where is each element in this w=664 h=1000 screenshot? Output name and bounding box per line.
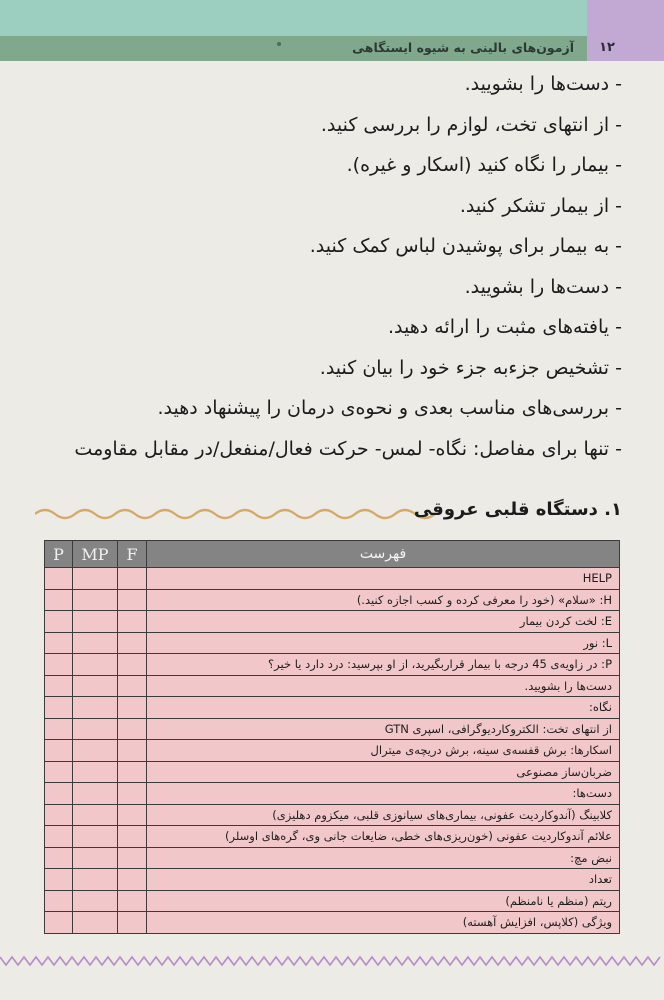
column-header-f: F: [118, 541, 147, 568]
table-row: [45, 783, 620, 805]
page-number: ۱۲: [599, 40, 615, 55]
check-cell-f[interactable]: [118, 912, 147, 934]
instruction-item: - از انتهای تخت، لوازم را بررسی کنید.: [320, 113, 622, 136]
checklist-item: دست‌ها را بشویید.: [147, 675, 620, 697]
check-cell-mp[interactable]: [73, 912, 118, 934]
table-row: [45, 847, 620, 869]
check-cell-p[interactable]: [45, 804, 73, 826]
table-row: [45, 675, 620, 697]
check-cell-f[interactable]: [118, 589, 147, 611]
section-title: ۱. دستگاه قلبی عروقی: [413, 499, 622, 520]
check-cell-mp[interactable]: [73, 804, 118, 826]
table-row: [45, 589, 620, 611]
checklist-item: علائم آندوکاردیت عفونی (خون‌ریزی‌های خطی، ضایعات جانی وی، گره‌های اوسلر): [147, 826, 620, 848]
check-cell-p[interactable]: [45, 740, 73, 762]
check-cell-mp[interactable]: [73, 740, 118, 762]
table-header-row: [45, 541, 620, 568]
checklist-item: ضربان‌ساز مصنوعی: [147, 761, 620, 783]
table-row: [45, 654, 620, 676]
table-row: [45, 697, 620, 719]
checklist-item: ریتم (منظم یا نامنظم): [147, 890, 620, 912]
checklist-item: H: «سلام» (خود را معرفی کرده و کسب اجازه کنید.): [147, 589, 620, 611]
table-row: [45, 718, 620, 740]
check-cell-mp[interactable]: [73, 611, 118, 633]
check-cell-f[interactable]: [118, 890, 147, 912]
check-cell-f[interactable]: [118, 761, 147, 783]
checklist-item: L: نور: [147, 632, 620, 654]
table-row: [45, 568, 620, 590]
check-cell-p[interactable]: [45, 869, 73, 891]
checklist-table: [44, 540, 620, 934]
table-body: [45, 568, 620, 934]
check-cell-mp[interactable]: [73, 632, 118, 654]
checklist-item: ویژگی (کلاپس، افزایش آهسته): [147, 912, 620, 934]
check-cell-p[interactable]: [45, 718, 73, 740]
checklist-item: P: در زاویه‌ی 45 درجه با بیمار قراربگیرید، از او بپرسید: درد دارد یا خیر؟: [147, 654, 620, 676]
checklist-item: E: لخت کردن بیمار: [147, 611, 620, 633]
check-cell-mp[interactable]: [73, 869, 118, 891]
table-row: [45, 740, 620, 762]
instruction-item: - بیمار را نگاه کنید (اسکار و غیره).: [346, 154, 622, 176]
table-row: [45, 632, 620, 654]
column-header-list: فهرست: [147, 541, 620, 568]
checklist-item: نبض مچ:: [147, 847, 620, 869]
check-cell-mp[interactable]: [73, 589, 118, 611]
zigzag-border-icon: [0, 946, 664, 976]
check-cell-mp[interactable]: [73, 847, 118, 869]
checklist-item: از انتهای تخت: الکتروکاردیوگرافی، اسپری GTN: [147, 718, 620, 740]
header-dot-decoration: [277, 42, 281, 46]
instruction-item: - تنها برای مفاصل: نگاه- لمس- حرکت فعال/منفعل/در مقابل مقاومت: [74, 437, 622, 460]
book-title: آزمون‌های بالینی به شیوه ایستگاهی: [352, 40, 574, 55]
check-cell-p[interactable]: [45, 697, 73, 719]
check-cell-p[interactable]: [45, 568, 73, 590]
check-cell-f[interactable]: [118, 675, 147, 697]
check-cell-mp[interactable]: [73, 783, 118, 805]
instruction-list: [22, 64, 622, 469]
instruction-item: - یافته‌های مثبت را ارائه دهید.: [387, 316, 622, 338]
instruction-item: - از بیمار تشکر کنید.: [459, 194, 622, 217]
table-row: [45, 804, 620, 826]
instruction-item: - تشخیص جزءبه جزء خود را بیان کنید.: [319, 356, 622, 379]
check-cell-p[interactable]: [45, 654, 73, 676]
check-cell-mp[interactable]: [73, 826, 118, 848]
check-cell-p[interactable]: [45, 611, 73, 633]
check-cell-mp[interactable]: [73, 890, 118, 912]
check-cell-f[interactable]: [118, 804, 147, 826]
check-cell-f[interactable]: [118, 783, 147, 805]
check-cell-f[interactable]: [118, 740, 147, 762]
column-header-p: P: [45, 541, 73, 568]
checklist-item: HELP: [147, 568, 620, 590]
table-row: [45, 761, 620, 783]
check-cell-p[interactable]: [45, 589, 73, 611]
check-cell-p[interactable]: [45, 912, 73, 934]
check-cell-f[interactable]: [118, 718, 147, 740]
table-row: [45, 912, 620, 934]
check-cell-mp[interactable]: [73, 761, 118, 783]
check-cell-f[interactable]: [118, 632, 147, 654]
check-cell-f[interactable]: [118, 847, 147, 869]
check-cell-p[interactable]: [45, 632, 73, 654]
checklist-item: دست‌ها:: [147, 783, 620, 805]
instruction-item: - بررسی‌های مناسب بعدی و نحوه‌ی درمان را پیشنهاد دهید.: [157, 397, 622, 419]
check-cell-f[interactable]: [118, 568, 147, 590]
check-cell-mp[interactable]: [73, 697, 118, 719]
instruction-item: - دست‌ها را بشویید.: [464, 275, 622, 298]
table-row: [45, 890, 620, 912]
check-cell-p[interactable]: [45, 826, 73, 848]
instruction-item: - به بیمار برای پوشیدن لباس کمک کنید.: [309, 235, 622, 257]
table-row: [45, 826, 620, 848]
checklist-item: کلابینگ (آندوکاردیت عفونی، بیماری‌های سیانوزی قلبی، میکزوم دهلیزی): [147, 804, 620, 826]
checklist-item: اسکارها: برش قفسه‌ی سینه، برش دریچه‌ی میترال: [147, 740, 620, 762]
check-cell-p[interactable]: [45, 783, 73, 805]
check-cell-p[interactable]: [45, 890, 73, 912]
check-cell-f[interactable]: [118, 654, 147, 676]
header-band: [0, 0, 587, 36]
check-cell-f[interactable]: [118, 611, 147, 633]
check-cell-mp[interactable]: [73, 718, 118, 740]
checklist-item: نگاه:: [147, 697, 620, 719]
instruction-item: - دست‌ها را بشویید.: [464, 73, 622, 95]
check-cell-p[interactable]: [45, 761, 73, 783]
check-cell-f[interactable]: [118, 697, 147, 719]
checklist-item: تعداد: [147, 869, 620, 891]
check-cell-mp[interactable]: [73, 654, 118, 676]
check-cell-f[interactable]: [118, 869, 147, 891]
table-row: [45, 611, 620, 633]
wavy-divider-icon: [35, 505, 435, 523]
check-cell-p[interactable]: [45, 675, 73, 697]
check-cell-mp[interactable]: [73, 675, 118, 697]
check-cell-mp[interactable]: [73, 568, 118, 590]
check-cell-f[interactable]: [118, 826, 147, 848]
column-header-mp: MP: [73, 541, 118, 568]
check-cell-p[interactable]: [45, 847, 73, 869]
table-row: [45, 869, 620, 891]
